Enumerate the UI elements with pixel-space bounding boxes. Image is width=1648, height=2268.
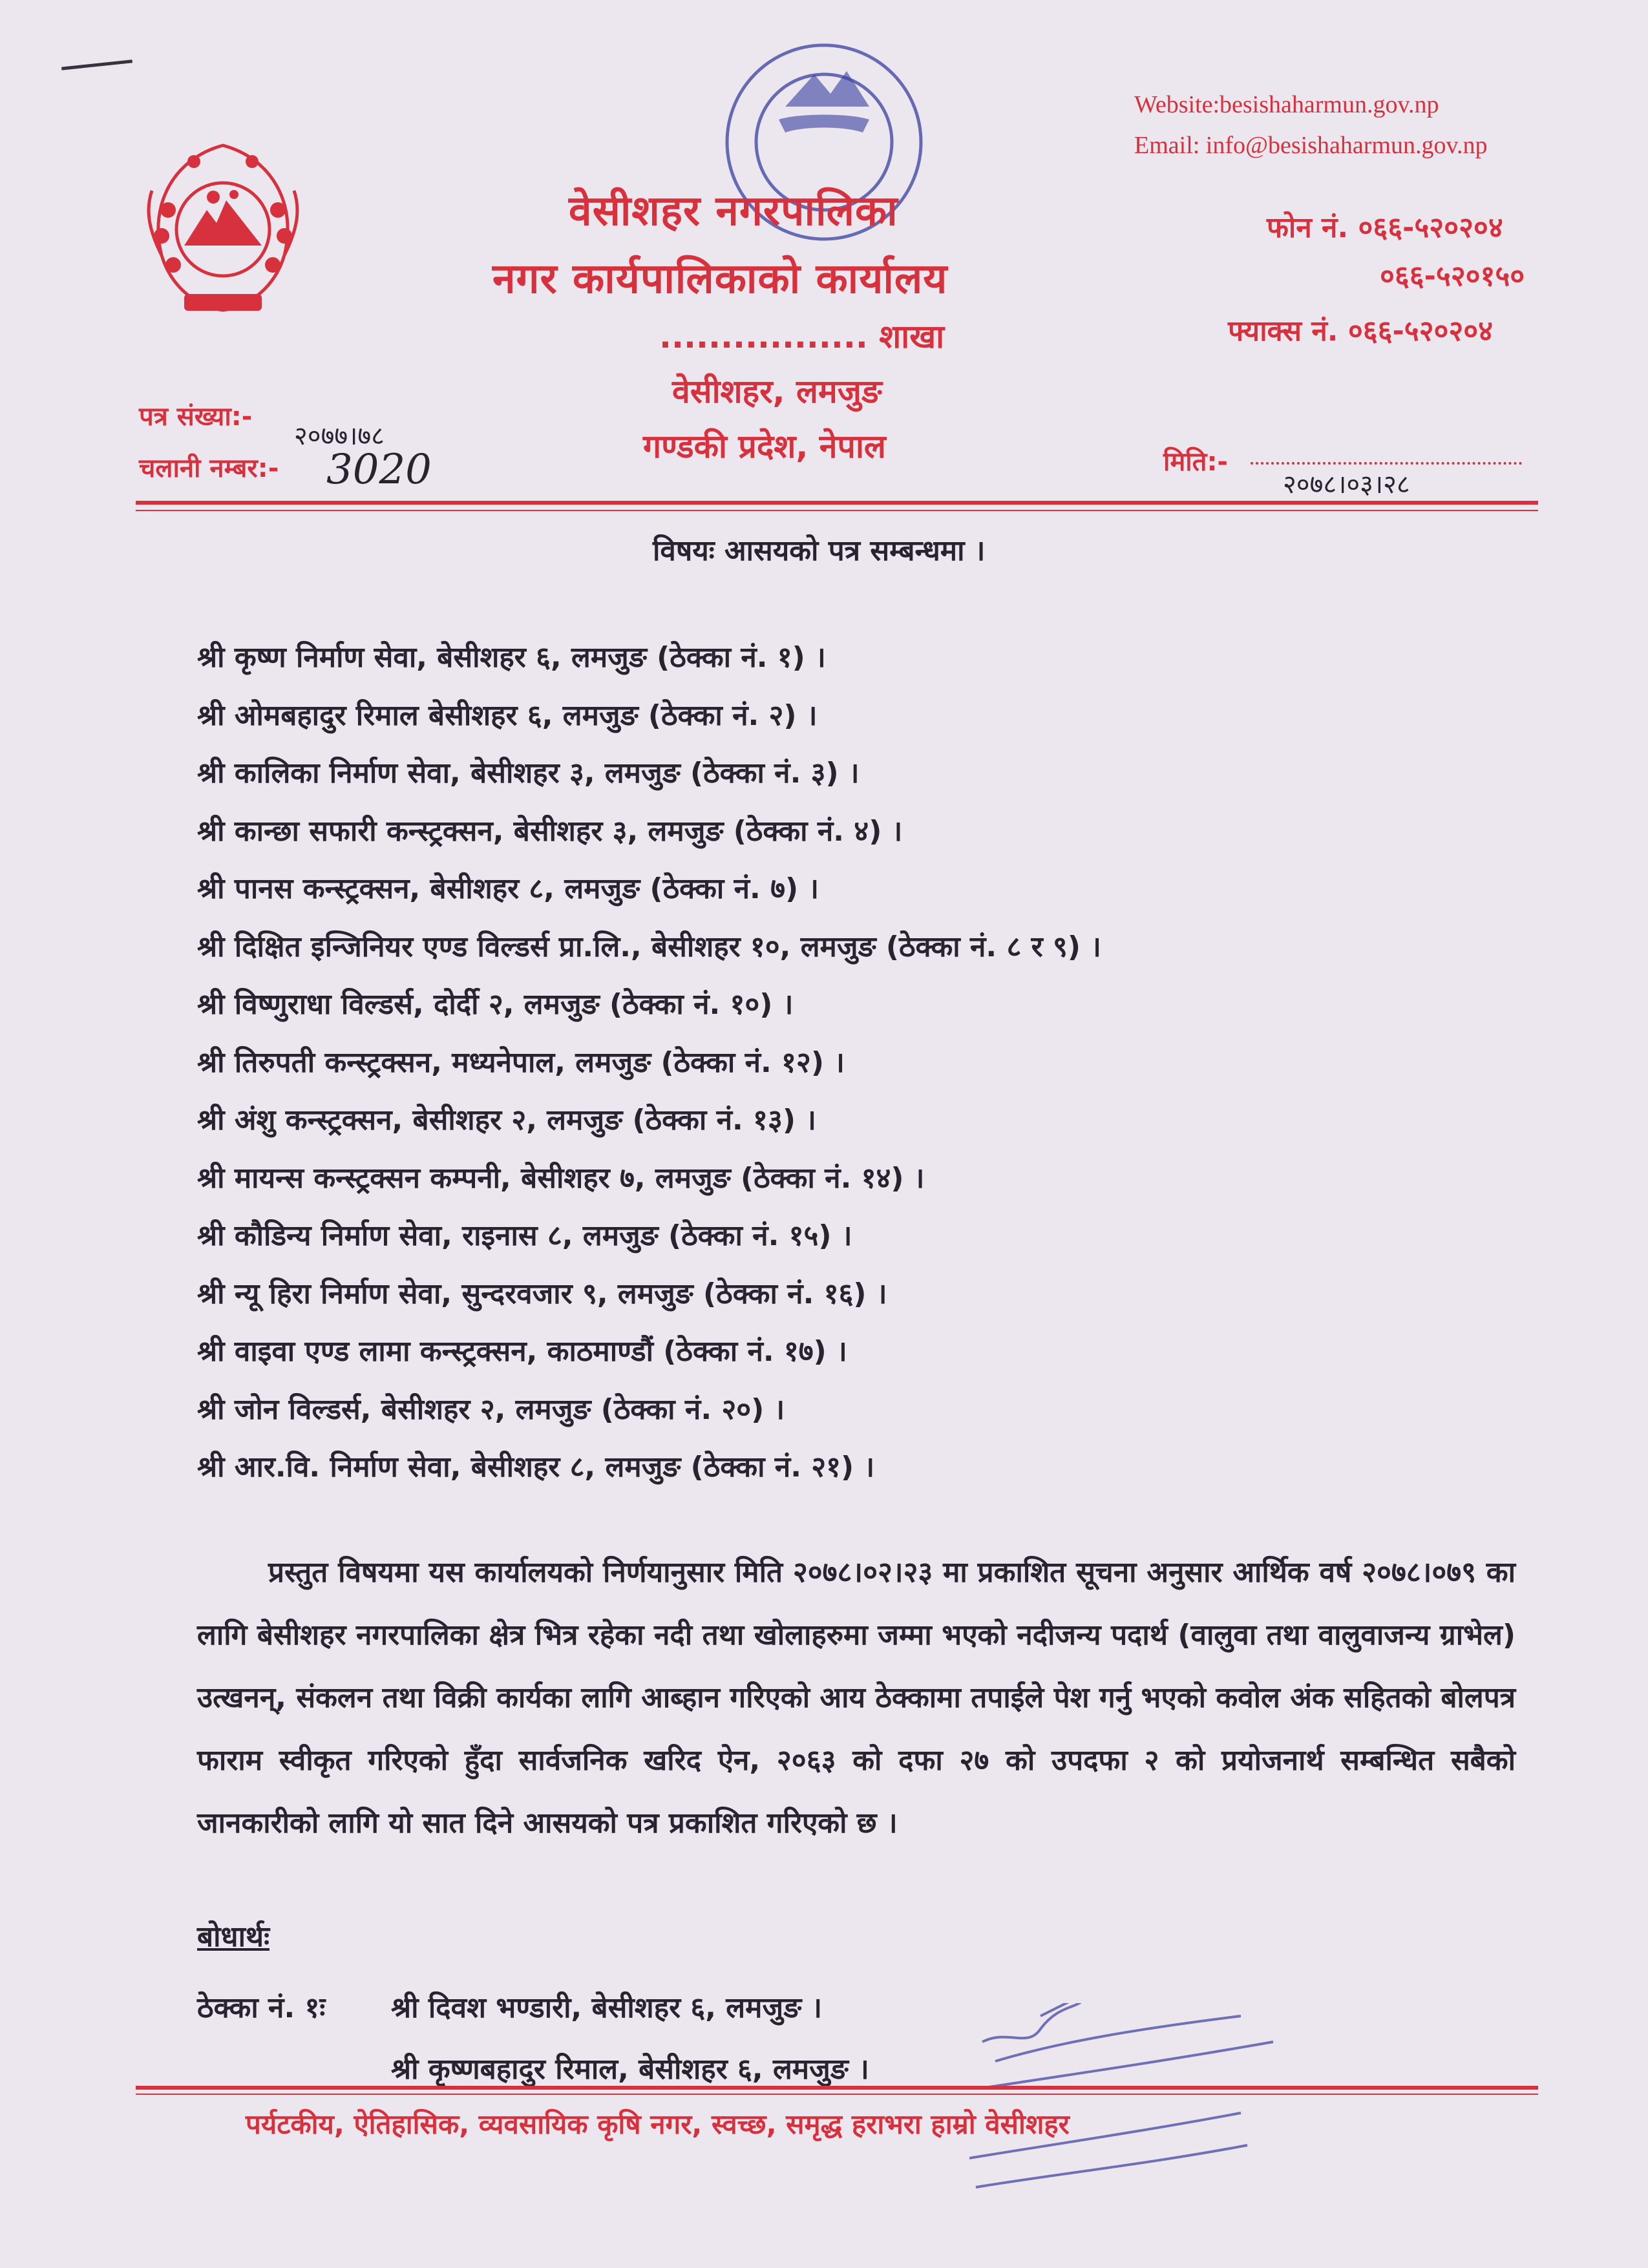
list-item: श्री विष्णुराधा विल्डर्स, दोर्दी २, लमजुङ (ठेक्का नं. १०) । — [197, 988, 794, 1021]
list-item: श्री जोन विल्डर्स, बेसीशहर २, लमजुङ (ठेक्का नं. २०) । — [197, 1392, 785, 1426]
cc-name: श्री दिवश भण्डारी, बेसीशहर ६, लमजुङ । — [391, 1991, 823, 2024]
footer-slogan: पर्यटकीय, ऐतिहासिक, व्यवसायिक कृषि नगर, स्वच्छ, समृद्ध हराभरा हाम्रो वेसीशहर — [246, 2108, 1070, 2140]
list-item: श्री मायन्स कन्स्ट्रक्सन कम्पनी, बेसीशहर ७, लमजुङ (ठेक्का नं. १४) । — [197, 1161, 925, 1195]
subject-line: विषयः आसयको पत्र सम्बन्धमा । — [653, 534, 986, 567]
list-item: श्री अंशु कन्स्ट्रक्सन, बेसीशहर २, लमजुङ (ठेक्का नं. १३) । — [197, 1104, 816, 1137]
office-seal-icon — [701, 36, 947, 281]
list-item: श्री तिरुपती कन्स्ट्रक्सन, मध्यनेपाल, लमजुङ (ठेक्का नं. १२) । — [197, 1045, 845, 1079]
fax-number: फ्याक्स नं. ०६६-५२०२०४ — [1228, 315, 1494, 348]
municipality-name: वेसीशहर नगरपालिका — [569, 187, 898, 235]
list-item: श्री वाइवा एण्ड लामा कन्स्ट्रक्सन, काठमाण्डौं (ठेक्का नं. १७) । — [197, 1335, 847, 1368]
list-item: श्री पानस कन्स्ट्रक्सन, बेसीशहर ८, लमजुङ (ठेक्का नं. ७) । — [197, 872, 819, 905]
body-paragraph: प्रस्तुत विषयमा यस कार्यालयको निर्णयानुसार मिति २०७८।०२।२३ मा प्रकाशित सूचना अनुसार आर्थिक वर्ष २०७८।०७९ का लागि बेसीशहर नगरपालिका क्षेत्र भित्र रहेका नदी तथा खोलाहरुमा जम्मा भएको नदीजन्य पदार्थ (वालुवा तथा वालुवाजन्य ग्राभेल) उत्खनन्, संकलन तथा विक्री कार्यका लागि आब्हान गरिएको आय ठेक्कामा तपाईले पेश गर्नु भएको कवोल अंक सहितको बोलपत्र फाराम स्वीकृत गरिएको हुँदा सार्वजनिक खरिद ऐन, २०६३ को दफा २७ को उपदफा २ को प्रयोजनार्थ सम्बन्धित सबैको जानकारीको लागि यो सात दिने आसयको पत्र प्रकाशित गरिएको छ । — [197, 1556, 1516, 1840]
branch-line: ................. शाखा — [659, 318, 945, 355]
list-item: श्री कान्छा सफारी कन्स्ट्रक्सन, बेसीशहर ३, लमजुङ (ठेक्का नं. ४) । — [197, 814, 903, 848]
list-item: श्री दिक्षित इन्जिनियर एण्ड विल्डर्स प्रा.लि., बेसीशहर १०, लमजुङ (ठेक्का नं. ८ र ९) । — [197, 930, 1101, 963]
header-rule-thin — [136, 510, 1538, 511]
office-name: नगर कार्यपालिकाको कार्यालय — [492, 255, 948, 303]
date-label: मिति:- — [1163, 447, 1229, 477]
website-text: Website:besishaharmun.gov.np — [1134, 91, 1439, 118]
phone-number-2: ०६६-५२०१५० — [1380, 260, 1525, 293]
recipient-list — [197, 636, 1490, 1504]
address-line-1: वेसीशहर, लमजुङ — [672, 373, 882, 410]
footer-rule-thin — [136, 2094, 1538, 2095]
list-item: श्री ओमबहादुर रिमाल बेसीशहर ६, लमजुङ (ठेक्का नं. २) । — [197, 698, 818, 732]
email-text: Email: info@besishaharmun.gov.np — [1134, 132, 1488, 159]
cc-name: श्री कृष्णबहादुर रिमाल, बेसीशहर ६, लमजुङ । — [391, 2053, 869, 2086]
letter-number-label: पत्र संख्या:- — [139, 402, 253, 432]
list-item: श्री कौडिन्य निर्माण सेवा, राइनास ८, लमजुङ (ठेक्का नं. १५) । — [197, 1219, 852, 1252]
dispatch-number-value: 3020 — [326, 446, 432, 494]
address-line-2: गण्डकी प्रदेश, नेपाल — [643, 428, 886, 465]
list-item: श्री कृष्ण निर्माण सेवा, बेसीशहर ६, लमजुङ (ठेक्का नं. १) । — [197, 641, 826, 674]
header-rule-thick — [136, 501, 1538, 505]
list-item: श्री न्यू हिरा निर्माण सेवा, सुन्दरवजार ९, लमजुङ (ठेक्का नं. १६) । — [197, 1277, 887, 1310]
cc-heading: बोधार्थः — [197, 1920, 269, 1953]
list-item: श्री कालिका निर्माण सेवा, बेसीशहर ३, लमजुङ (ठेक्का नं. ३) । — [197, 757, 860, 790]
dispatch-number-label: चलानी नम्बर:- — [139, 454, 279, 483]
phone-number-1: फोन नं. ०६६-५२०२०४ — [1267, 211, 1503, 244]
letter-number-value: २०७७।७८ — [294, 421, 385, 451]
date-value: २०७८।०३।२८ — [1283, 470, 1410, 499]
cc-contract-label: ठेक्का नं. १ः — [197, 1991, 326, 2024]
list-item: श्री आर.वि. निर्माण सेवा, बेसीशहर ८, लमजुङ (ठेक्का नं. २१) । — [197, 1451, 875, 1484]
date-dotted-line — [1251, 462, 1522, 465]
nepal-emblem-icon — [136, 132, 310, 326]
footer-rule-thick — [136, 2086, 1538, 2090]
pen-mark — [61, 59, 132, 70]
